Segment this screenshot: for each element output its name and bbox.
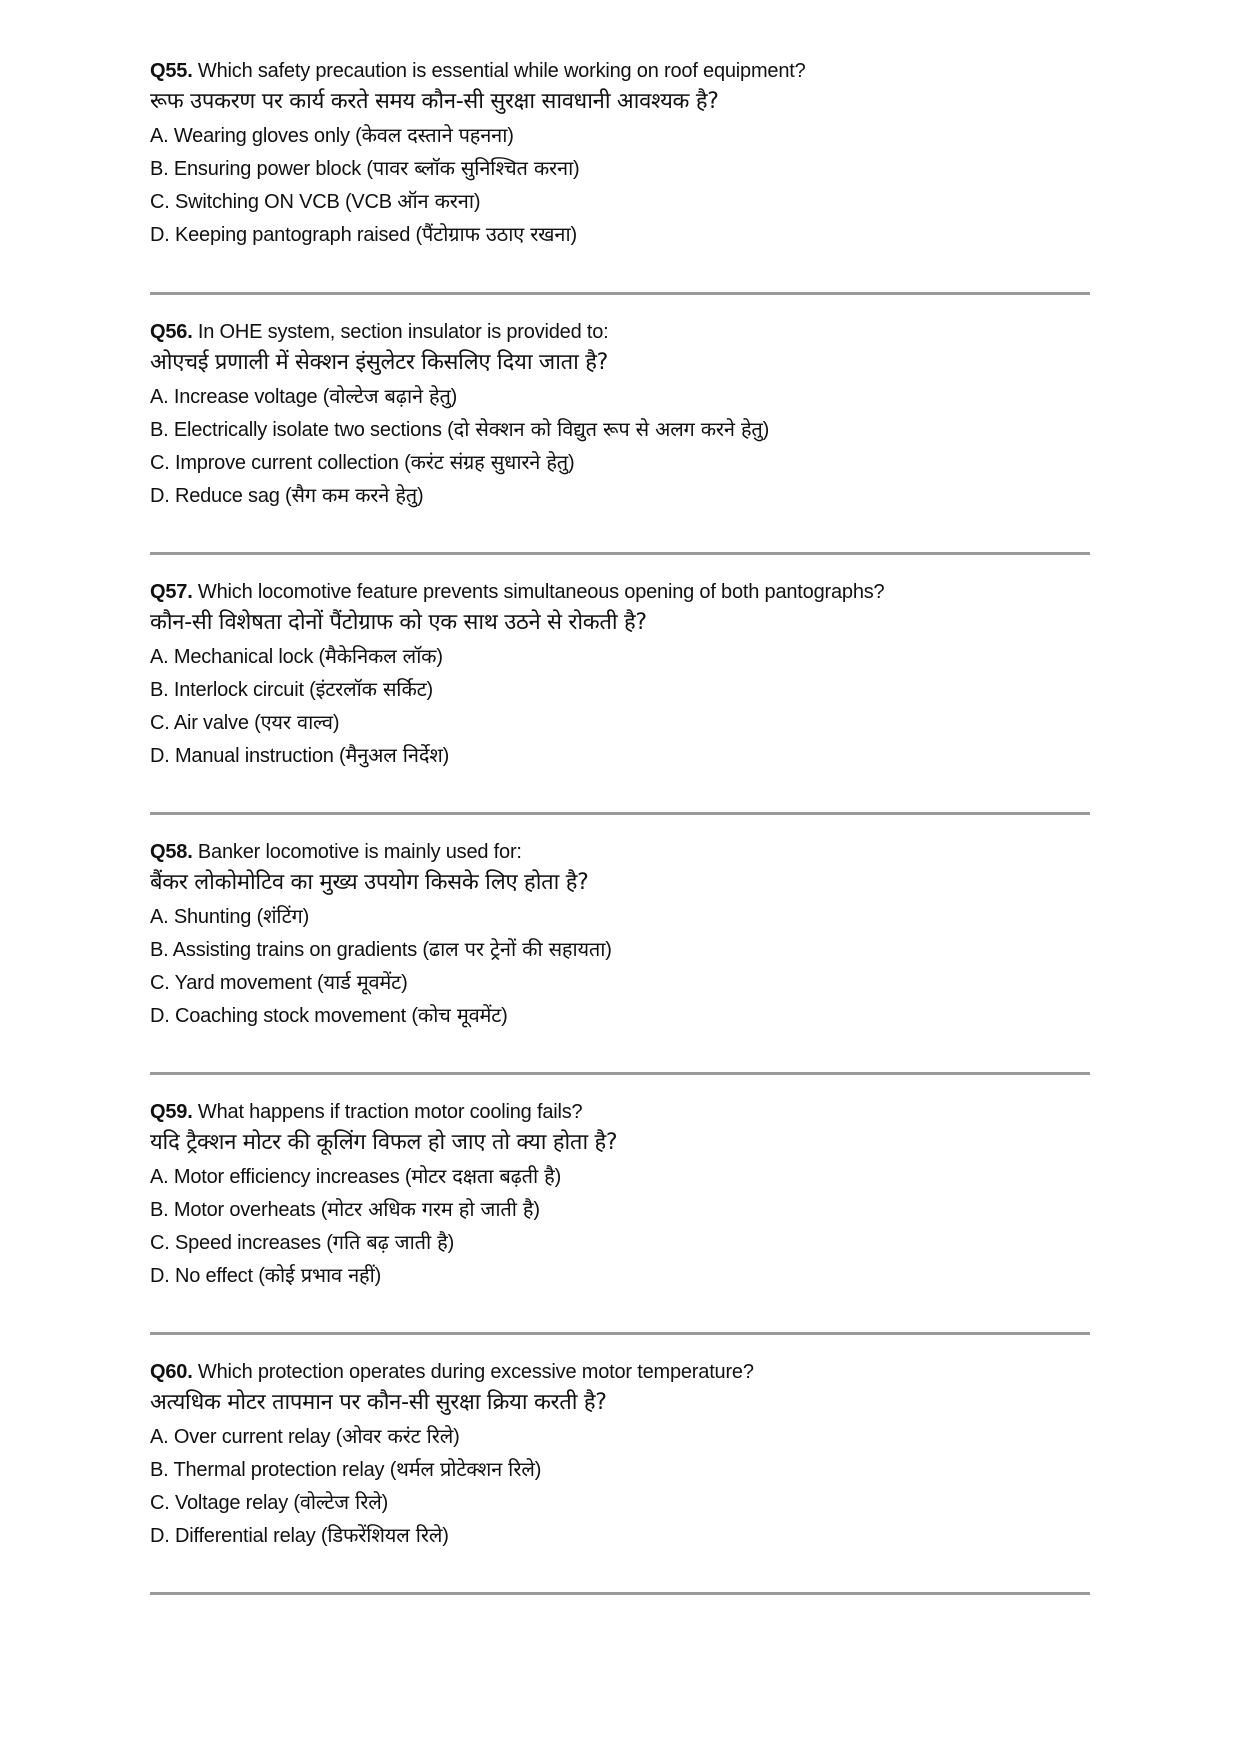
option-label: A. Over current relay ( [150, 1426, 343, 1448]
option-a [150, 1420, 1090, 1453]
question-text-en [150, 57, 1090, 85]
option-close: ) [381, 1492, 389, 1514]
option-label: A. Wearing gloves only ( [150, 125, 362, 147]
question-text-en [150, 838, 1090, 866]
option-hindi: पावर ब्लॉक सुनिश्चित करना [372, 156, 574, 180]
option-b [150, 1193, 1090, 1226]
question-text-hi: कौन-सी विशेषता दोनों पैंटोग्राफ को एक साथ उठने से रोकती है? [150, 610, 647, 635]
option-close: ) [762, 419, 770, 441]
option-d [150, 739, 1090, 772]
option-c [150, 966, 1090, 999]
option-close: ) [554, 1166, 562, 1188]
option-close: ) [533, 1199, 540, 1221]
question-number: Q60. [150, 1361, 193, 1383]
option-hindi: दो सेक्शन को विद्युत रूप से अलग करने हेतु [453, 417, 763, 441]
section-divider [150, 1592, 1090, 1595]
question-number: Q55. [150, 60, 193, 82]
option-close: ) [442, 745, 450, 767]
question-stem: Which protection operates during excessive motor temperature? [192, 1361, 754, 1383]
question-text-en [150, 1358, 1090, 1386]
question-number: Q57. [150, 581, 193, 603]
option-close: ) [473, 191, 481, 213]
option-close: ) [401, 972, 408, 994]
option-b [150, 152, 1090, 185]
option-c [150, 706, 1090, 739]
option-d [150, 1259, 1090, 1292]
option-label: A. Motor efficiency increases ( [150, 1166, 412, 1188]
option-label: C. Voltage relay ( [150, 1492, 300, 1514]
option-close: ) [374, 1265, 382, 1287]
option-close: ) [426, 679, 433, 701]
option-c [150, 446, 1090, 479]
option-label: B. Assisting trains on gradients ( [150, 939, 429, 961]
option-hindi: मोटर दक्षता बढ़ती है [411, 1164, 555, 1188]
option-label: C. Switching ON VCB (VCB [150, 191, 398, 213]
option-label: C. Speed increases ( [150, 1232, 333, 1254]
option-hindi: सैग कम करने हेतु [291, 483, 417, 507]
option-hindi: मैनुअल निर्देश [345, 743, 443, 767]
option-label: D. Coaching stock movement ( [150, 1005, 418, 1027]
option-a [150, 119, 1090, 152]
question-60 [150, 1358, 1090, 1552]
option-a [150, 640, 1090, 673]
question-stem: Which safety precaution is essential while working on roof equipment? [192, 60, 806, 82]
section-divider [150, 1072, 1090, 1075]
option-close: ) [573, 158, 580, 180]
option-hindi: वोल्टेज बढ़ाने हेतु [329, 384, 451, 408]
question-text-en [150, 578, 1090, 606]
option-label: C. Yard movement ( [150, 972, 324, 994]
option-close: ) [436, 646, 443, 668]
option-hindi: करंट संग्रह सुधारने हेतु [410, 450, 568, 474]
option-label: D. Keeping pantograph raised ( [150, 224, 422, 246]
option-hindi: थर्मल प्रोटेक्शन रिले [396, 1457, 535, 1481]
option-hindi: इंटरलॉक सर्किट [315, 677, 427, 701]
option-close: ) [501, 1005, 508, 1027]
question-56 [150, 318, 1090, 512]
question-text-hi: यदि ट्रैक्शन मोटर की कूलिंग विफल हो जाए तो क्या होता है? [150, 1130, 618, 1155]
option-label: A. Mechanical lock ( [150, 646, 325, 668]
option-d [150, 1519, 1090, 1552]
option-label: D. Manual instruction ( [150, 745, 346, 767]
option-label: D. Reduce sag ( [150, 485, 292, 507]
option-label: B. Ensuring power block ( [150, 158, 373, 180]
question-text-hi: रूफ उपकरण पर कार्य करते समय कौन-सी सुरक्षा सावधानी आवश्यक है? [150, 89, 719, 114]
question-number: Q59. [150, 1101, 193, 1123]
option-close: ) [447, 1232, 455, 1254]
question-number: Q56. [150, 321, 193, 343]
question-58 [150, 838, 1090, 1032]
option-label: D. No effect ( [150, 1265, 265, 1287]
option-close: ) [570, 224, 577, 246]
option-b [150, 673, 1090, 706]
option-close: ) [416, 485, 424, 507]
option-label: D. Differential relay ( [150, 1525, 328, 1547]
option-close: ) [332, 712, 340, 734]
question-text-en [150, 1098, 1090, 1126]
section-divider [150, 1332, 1090, 1335]
option-close: ) [453, 1426, 460, 1448]
option-hindi: केवल दस्ताने पहनना [361, 123, 508, 147]
option-hindi: कोई प्रभाव नहीं [264, 1263, 375, 1287]
question-stem: Banker locomotive is mainly used for: [192, 841, 522, 863]
option-d [150, 218, 1090, 251]
option-b [150, 933, 1090, 966]
question-55 [150, 57, 1090, 251]
question-57 [150, 578, 1090, 772]
option-d [150, 999, 1090, 1032]
option-c [150, 1486, 1090, 1519]
question-number: Q58. [150, 841, 193, 863]
question-text-hi: ओएचई प्रणाली में सेक्शन इंसुलेटर किसलिए दिया जाता है? [150, 350, 609, 375]
question-text-en [150, 318, 1090, 346]
option-b [150, 1453, 1090, 1486]
option-close: ) [450, 386, 458, 408]
option-label: C. Improve current collection ( [150, 452, 411, 474]
option-hindi: वोल्टेज रिले [299, 1490, 382, 1514]
option-hindi: यार्ड मूवमेंट [323, 970, 402, 994]
section-divider [150, 552, 1090, 555]
option-close: ) [567, 452, 575, 474]
question-stem: In OHE system, section insulator is provided to: [192, 321, 609, 343]
option-c [150, 185, 1090, 218]
option-label: B. Thermal protection relay ( [150, 1459, 397, 1481]
option-close: ) [534, 1459, 542, 1481]
option-hindi: पैंटोग्राफ उठाए रखना [421, 222, 571, 246]
option-hindi: कोच मूवमेंट [417, 1003, 502, 1027]
option-hindi: डिफरेंशियल रिले [327, 1523, 443, 1547]
question-stem: What happens if traction motor cooling fails? [192, 1101, 583, 1123]
option-close: ) [507, 125, 514, 147]
option-label: B. Electrically isolate two sections ( [150, 419, 454, 441]
section-divider [150, 812, 1090, 815]
option-a [150, 900, 1090, 933]
option-label: A. Shunting ( [150, 906, 264, 928]
question-59 [150, 1098, 1090, 1292]
option-close: ) [302, 906, 310, 928]
option-close: ) [442, 1525, 449, 1547]
question-text-hi: अत्यधिक मोटर तापमान पर कौन-सी सुरक्षा क्रिया करती है? [150, 1390, 607, 1415]
question-stem: Which locomotive feature prevents simultaneous opening of both pantographs? [192, 581, 885, 603]
option-close: ) [605, 939, 612, 961]
option-label: B. Motor overheats ( [150, 1199, 328, 1221]
section-divider [150, 292, 1090, 295]
question-text-hi: बैंकर लोकोमोटिव का मुख्य उपयोग किसके लिए होता है? [150, 870, 589, 895]
option-hindi: मोटर अधिक गरम हो जाती है [327, 1197, 534, 1221]
option-a [150, 1160, 1090, 1193]
option-b [150, 413, 1090, 446]
option-hindi: ढाल पर ट्रेनों की सहायता [428, 937, 606, 961]
option-hindi: ऑन करना [397, 189, 474, 213]
option-label: C. Air valve ( [150, 712, 261, 734]
option-a [150, 380, 1090, 413]
option-c [150, 1226, 1090, 1259]
option-hindi: मैकेनिकल लॉक [324, 644, 437, 668]
option-hindi: ओवर करंट रिले [342, 1424, 454, 1448]
option-label: A. Increase voltage ( [150, 386, 330, 408]
option-d [150, 479, 1090, 512]
option-label: B. Interlock circuit ( [150, 679, 316, 701]
option-hindi: गति बढ़ जाती है [332, 1230, 448, 1254]
option-hindi: शंटिंग [263, 904, 303, 928]
option-hindi: एयर वाल्व [260, 710, 333, 734]
